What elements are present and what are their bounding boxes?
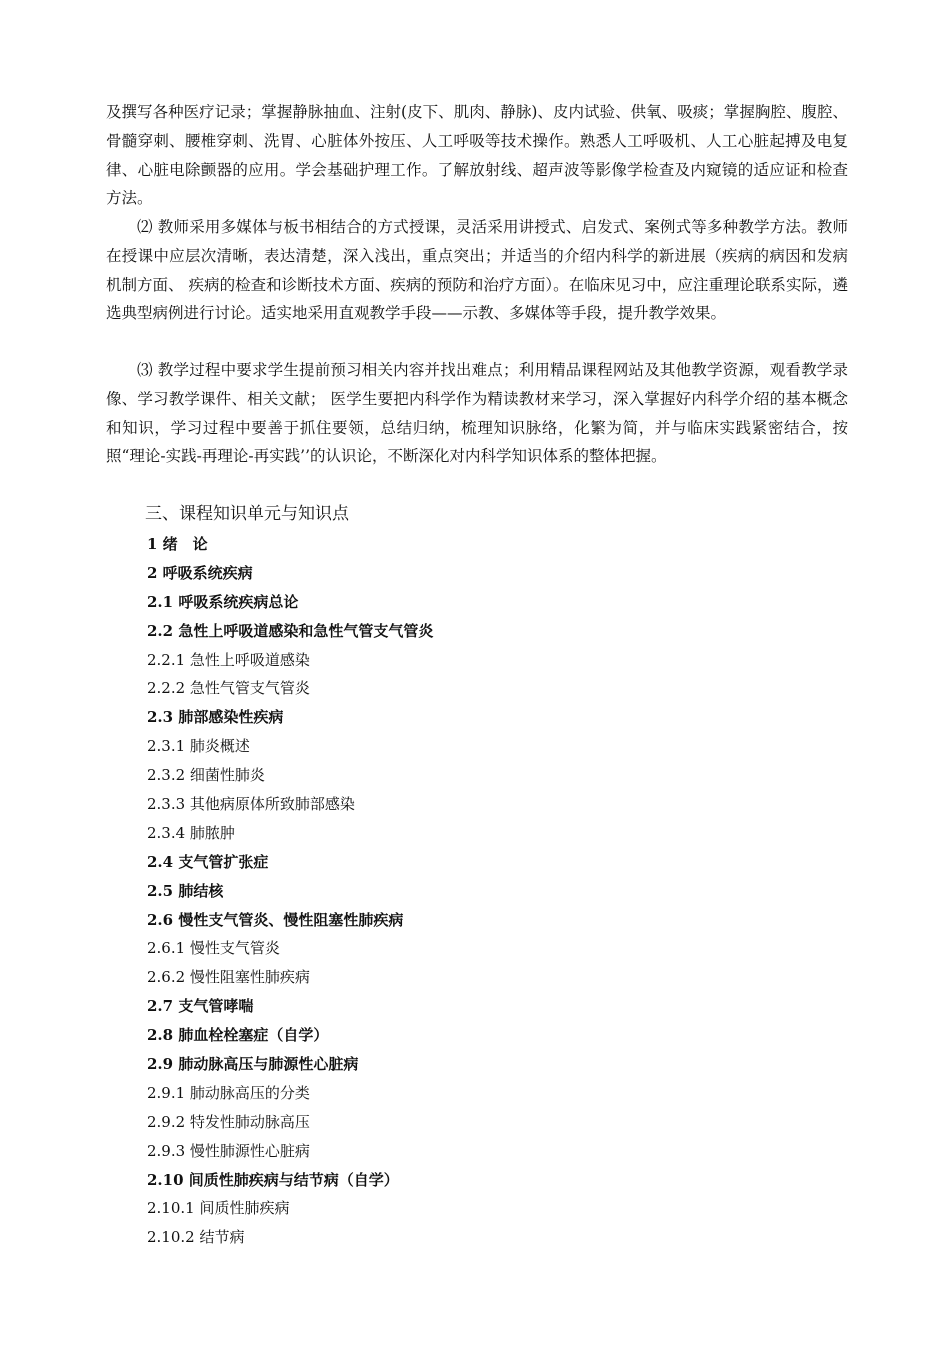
toc-item: 2 呼吸系统疾病 — [147, 563, 253, 582]
toc-item: 2.6.1 慢性支气管炎 — [147, 939, 280, 958]
toc-item: 2.6.2 慢性阻塞性肺疾病 — [147, 968, 310, 987]
toc-item: 2.5 肺结核 — [147, 881, 224, 900]
knowledge-unit-list — [147, 530, 433, 1252]
toc-item: 2.3.4 肺脓肿 — [147, 823, 235, 842]
section-heading: 三、课程知识单元与知识点 — [145, 504, 349, 524]
toc-item: 2.8 肺血栓栓塞症（自学） — [147, 1026, 329, 1045]
paragraph-skills: 及撰写各种医疗记录；掌握静脉抽血、注射(皮下、肌肉、静脉)、皮内试验、供氧、吸痰；掌握胸腔、腹腔、骨髓穿刺、腰椎穿刺、洗胃、心脏体外按压、人工呼吸等技术操作。熟悉人工呼吸机、人工心脏起搏及电复律、心脏电除颤器的应用。学会基础护理工作。了解放射线、超声波等影像学检查及内窥镜的适应证和检查方法。 — [106, 103, 848, 208]
toc-item: 2.7 支气管哮喘 — [147, 997, 254, 1016]
toc-item: 2.2 急性上呼吸道感染和急性气管支气管炎 — [147, 621, 434, 640]
toc-item: 2.3.3 其他病原体所致肺部感染 — [147, 795, 355, 814]
toc-item: 2.1 呼吸系统疾病总论 — [147, 592, 299, 611]
paragraph-learning-process: ⑶ 教学过程中要求学生提前预习相关内容并找出难点；利用精品课程网站及其他教学资源，观看教学录像、学习教学课件、相关文献； 医学生要把内科学作为精读教材来学习，深入掌握好内科学介绍的基本概念和知识，学习过程中要善于抓住要领，总结归纳，梳理知识脉络，化繁为简，并与临床实践紧密结合，按照“理论-实践-再理论-再实践’’的认识论，不断深化对内科学知识体系的整体把握。 — [106, 361, 848, 466]
toc-item: 2.3.2 细菌性肺炎 — [147, 766, 265, 785]
toc-item: 2.2.1 急性上呼吸道感染 — [147, 650, 310, 669]
toc-item: 2.3.1 肺炎概述 — [147, 737, 250, 756]
toc-item: 2.9.1 肺动脉高压的分类 — [147, 1083, 310, 1102]
paragraph-teaching-method: ⑵ 教师采用多媒体与板书相结合的方式授课，灵活采用讲授式、启发式、案例式等多种教学方法。教师在授课中应层次清晰，表达清楚，深入浅出，重点突出；并适当的介绍内科学的新进展（疾病的病因和发病机制方面、 疾病的检查和诊断技术方面、疾病的预防和治疗方面）。在临床见习中，应注重理论联系实际，遴选典型病例进行讨论。适实地采用直观教学手段——示教、多媒体等手段，提升教学效果。 — [106, 218, 848, 323]
toc-item: 2.10.2 结节病 — [147, 1228, 245, 1247]
toc-item: 2.6 慢性支气管炎、慢性阻塞性肺疾病 — [147, 910, 404, 929]
toc-item: 2.2.2 急性气管支气管炎 — [147, 679, 310, 698]
toc-item: 2.3 肺部感染性疾病 — [147, 708, 284, 727]
toc-item: 2.10.1 间质性肺疾病 — [147, 1199, 290, 1218]
toc-item: 2.9 肺动脉高压与肺源性心脏病 — [147, 1055, 359, 1074]
toc-item: 2.9.2 特发性肺动脉高压 — [147, 1112, 310, 1131]
toc-item: 2.4 支气管扩张症 — [147, 852, 269, 871]
toc-item: 2.9.3 慢性肺源性心脏病 — [147, 1141, 310, 1160]
toc-item: 2.10 间质性肺疾病与结节病（自学） — [147, 1170, 399, 1189]
toc-item: 1 绪 论 — [147, 535, 208, 553]
